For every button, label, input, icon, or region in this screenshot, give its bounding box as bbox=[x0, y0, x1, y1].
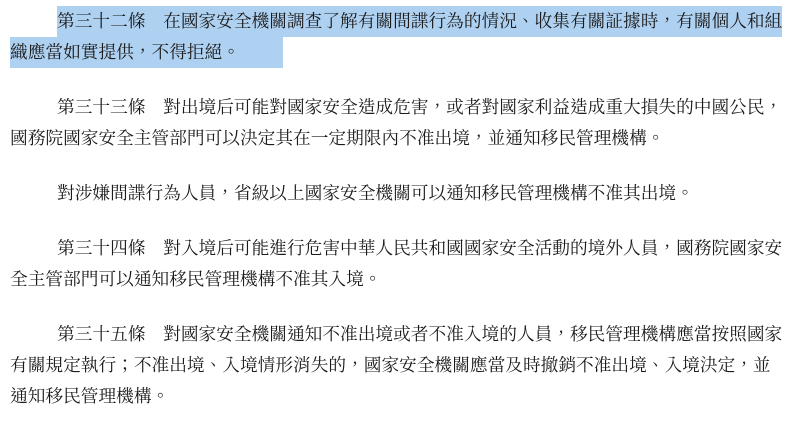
text-line: 第三十三條 對出境后可能對國家安全造成危害，或者對國家利益造成重大損失的中國公民， bbox=[57, 97, 783, 117]
text-line: 第三十五條 對國家安全機關通知不准出境或者不准入境的人員，移民管理機構應當按照國家 bbox=[57, 324, 783, 344]
text-line bbox=[10, 6, 800, 37]
selected-text: 第三十二條 在國家安全機關調查了解有關間諜行為的情況、收集有關証據時，有關個人和組 bbox=[57, 6, 782, 37]
paragraph-article-34 bbox=[10, 233, 800, 295]
text-line bbox=[10, 37, 800, 68]
text-line: 全主管部門可以通知移民管理機構不准其入境。 bbox=[10, 269, 382, 289]
selected-text: 織應當如實提供，不得拒絕。 bbox=[10, 37, 283, 68]
text-line: 有關規定執行；不准出境、入境情形消失的，國家安全機關應當及時撤銷不准出境、入境決定，並 bbox=[10, 355, 771, 375]
paragraph-article-33-clause-2 bbox=[10, 178, 800, 209]
text-line: 國務院國家安全主管部門可以決定其在一定期限內不准出境，並通知移民管理機構。 bbox=[10, 128, 665, 148]
text-line: 對涉嫌間諜行為人員，省級以上國家安全機關可以通知移民管理機構不准其出境。 bbox=[57, 183, 694, 203]
text-line: 通知移民管理機構。 bbox=[10, 386, 170, 406]
paragraph-article-32 bbox=[10, 6, 800, 68]
paragraph-article-35 bbox=[10, 319, 800, 412]
paragraph-article-33 bbox=[10, 92, 800, 154]
text-line: 第三十四條 對入境后可能進行危害中華人民共和國國家安全活動的境外人員，國務院國家安 bbox=[57, 238, 783, 258]
